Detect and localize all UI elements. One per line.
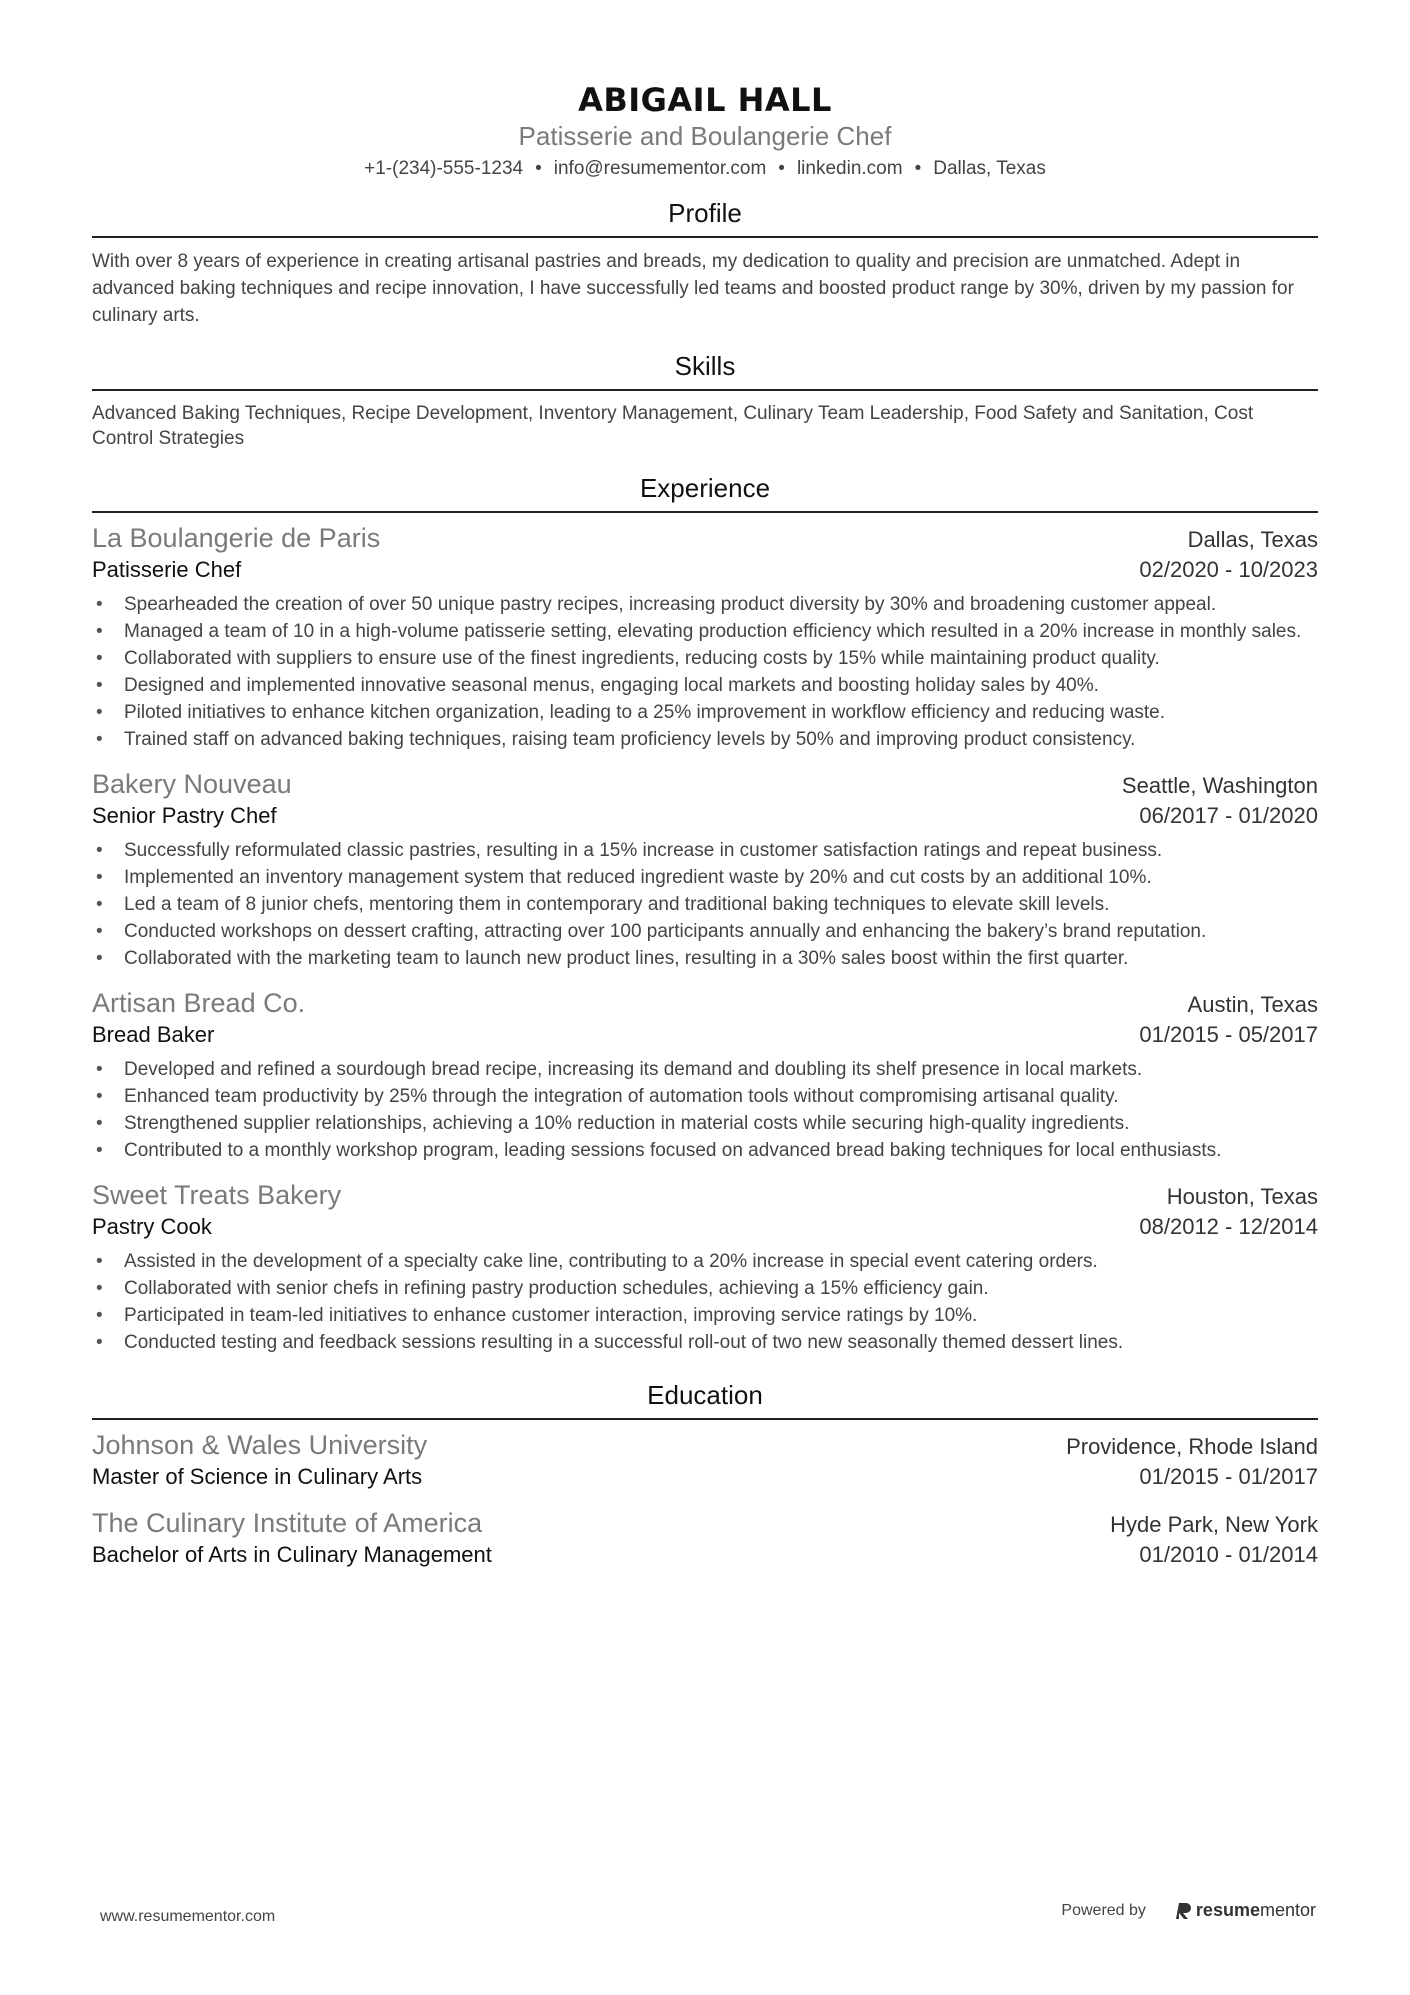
education-section (92, 1378, 1318, 1570)
job-role: Pastry Cook (92, 1214, 212, 1239)
job-company: Bakery Nouveau (92, 769, 292, 799)
contact-email[interactable]: info@resumementor.com (553, 158, 767, 179)
education-entry (92, 1506, 1318, 1570)
contact-linkedin[interactable]: linkedin.com (796, 158, 903, 179)
bullet-item: • Trained staff on advanced baking techniques, raising team proficiency levels by 50% and improving product consistency. (92, 726, 1318, 753)
job-location: Dallas, Texas (1187, 527, 1318, 552)
job-location: Houston, Texas (1166, 1184, 1318, 1209)
brand-name-rest: mentor (1259, 1900, 1316, 1920)
education-entry (92, 1428, 1318, 1492)
bullet-item: • Participated in team-led initiatives to enhance customer interaction, improving service ratings by 10%. (92, 1302, 1318, 1329)
school-name: Johnson & Wales University (92, 1430, 428, 1460)
footer-branding (1061, 1900, 1316, 1921)
job-company: La Boulangerie de Paris (92, 523, 381, 553)
job-dates: 02/2020 - 10/2023 (1139, 557, 1318, 582)
bullet-item: • Conducted testing and feedback sessions resulting in a successful roll-out of two new seasonally themed dessert lines. (92, 1329, 1318, 1356)
job-entry (92, 767, 1318, 972)
education-dates: 01/2015 - 01/2017 (1139, 1464, 1318, 1489)
job-company: Artisan Bread Co. (92, 988, 306, 1018)
experience-section (92, 471, 1318, 1356)
job-entry (92, 521, 1318, 753)
job-bullets (92, 837, 1318, 972)
job-role: Bread Baker (92, 1022, 215, 1047)
candidate-name: ABIGAIL HALL (578, 81, 832, 119)
job-entry (92, 1178, 1318, 1356)
bullet-item: • Led a team of 8 junior chefs, mentoring them in contemporary and traditional baking techniques to elevate skill levels. (92, 891, 1318, 918)
bullet-item: • Successfully reformulated classic pastries, resulting in a 15% increase in customer satisfaction ratings and repeat business. (92, 837, 1318, 864)
resume-content (92, 80, 1318, 1570)
bullet-item: • Collaborated with senior chefs in refining pastry production schedules, achieving a 15% efficiency gain. (92, 1275, 1318, 1302)
education-dates: 01/2010 - 01/2014 (1139, 1542, 1318, 1567)
bullet-item: • Strengthened supplier relationships, achieving a 10% reduction in material costs while securing high-quality ingredients. (92, 1110, 1318, 1137)
education-heading: Education (92, 1378, 1318, 1420)
bullet-item: • Implemented an inventory management system that reduced ingredient waste by 20% and cut costs by an additional 10%. (92, 864, 1318, 891)
bullet-item: • Conducted workshops on dessert crafting, attracting over 100 participants annually and enhancing the bakery’s brand reputation. (92, 918, 1318, 945)
job-dates: 01/2015 - 05/2017 (1139, 1022, 1318, 1047)
contact-phone: +1-(234)-555-1234 (364, 158, 524, 179)
bullet-item: • Collaborated with suppliers to ensure use of the finest ingredients, reducing costs by 15% while maintaining product quality. (92, 645, 1318, 672)
bullet-item: • Spearheaded the creation of over 50 unique pastry recipes, increasing product diversity by 30% and broadening customer appeal. (92, 591, 1318, 618)
resumementor-logo-icon (1176, 1901, 1192, 1921)
separator-dot: • (535, 158, 542, 179)
job-location: Seattle, Washington (1121, 773, 1318, 798)
degree-name: Master of Science in Culinary Arts (92, 1464, 423, 1489)
school-name: The Culinary Institute of America (92, 1508, 483, 1538)
skills-text: Advanced Baking Techniques, Recipe Development, Inventory Management, Culinary Team Leadership, Food Safety and Sanitation, Cost Control Strategies (92, 403, 1254, 449)
separator-dot: • (914, 158, 922, 179)
candidate-title: Patisserie and Boulangerie Chef (518, 121, 892, 151)
skills-section (92, 349, 1318, 451)
bullet-item: • Assisted in the development of a specialty cake line, contributing to a 20% increase in special event catering orders. (92, 1248, 1318, 1275)
brand-logo[interactable] (1176, 1900, 1316, 1921)
job-role: Patisserie Chef (92, 557, 242, 582)
contact-location: Dallas, Texas (933, 158, 1046, 179)
job-entry (92, 986, 1318, 1164)
job-role: Senior Pastry Chef (92, 803, 277, 828)
bullet-item: • Enhanced team productivity by 25% through the integration of automation tools without compromising artisanal quality. (92, 1083, 1318, 1110)
school-location: Hyde Park, New York (1110, 1512, 1318, 1537)
bullet-item: • Piloted initiatives to enhance kitchen organization, leading to a 25% improvement in workflow efficiency and reducing waste. (92, 699, 1318, 726)
skills-heading: Skills (92, 349, 1318, 391)
experience-heading: Experience (92, 471, 1318, 513)
job-company: Sweet Treats Bakery (92, 1180, 342, 1210)
job-dates: 06/2017 - 01/2020 (1139, 803, 1318, 828)
contact-line (92, 156, 1318, 182)
bullet-item: • Designed and implemented innovative seasonal menus, engaging local markets and boosting holiday sales by 40%. (92, 672, 1318, 699)
job-bullets (92, 591, 1318, 753)
degree-name: Bachelor of Arts in Culinary Management (92, 1542, 492, 1567)
school-location: Providence, Rhode Island (1066, 1434, 1318, 1459)
separator-dot: • (778, 158, 785, 179)
profile-heading: Profile (92, 196, 1318, 238)
bullet-item: • Managed a team of 10 in a high-volume patisserie setting, elevating production efficiency which resulted in a 20% increase in monthly sales. (92, 618, 1318, 645)
powered-by-label: Powered by (1061, 1901, 1146, 1919)
profile-section (92, 196, 1318, 329)
job-bullets (92, 1056, 1318, 1164)
bullet-item: • Collaborated with the marketing team to launch new product lines, resulting in a 30% sales boost within the first quarter. (92, 945, 1318, 972)
bullet-item: • Contributed to a monthly workshop program, leading sessions focused on advanced bread baking techniques for local enthusiasts. (92, 1137, 1318, 1164)
bullet-item: • Developed and refined a sourdough bread recipe, increasing its demand and doubling its shelf presence in local markets. (92, 1056, 1318, 1083)
profile-text: With over 8 years of experience in creating artisanal pastries and breads, my dedication to quality and precision are unmatched. Adept in advanced baking techniques and recipe innovation, I have successfully led teams and boosted product range by 30%, driven by my passion for culinary arts. (92, 251, 1294, 326)
job-dates: 08/2012 - 12/2014 (1139, 1214, 1318, 1239)
job-bullets (92, 1248, 1318, 1356)
job-location: Austin, Texas (1187, 992, 1318, 1017)
footer-website[interactable]: www.resumementor.com (100, 1908, 276, 1925)
brand-name-bold: resume (1195, 1900, 1260, 1920)
